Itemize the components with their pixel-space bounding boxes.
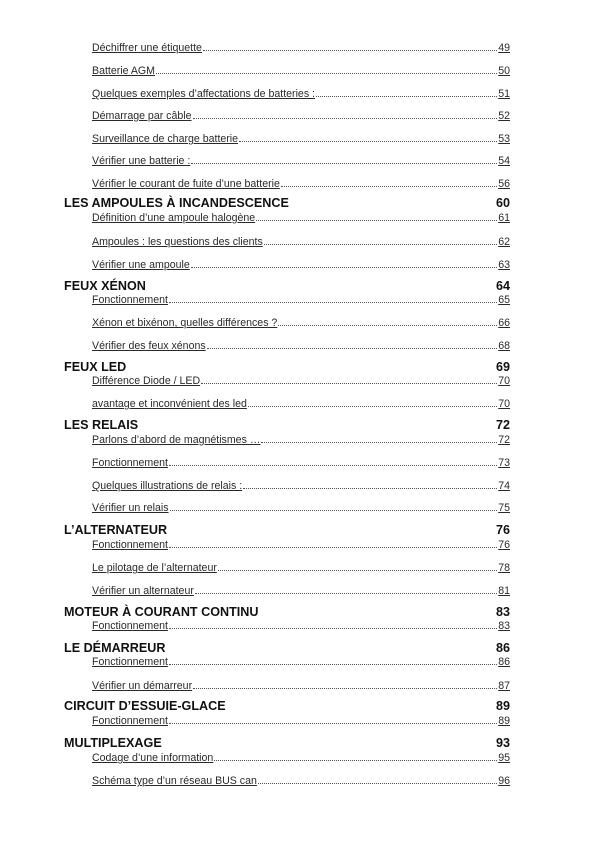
toc-leader	[239, 141, 497, 142]
toc-entry-page: 87	[498, 680, 510, 692]
toc-entry-title: Xénon et bixénon, quelles différences ?	[92, 317, 278, 329]
toc-section-page: 76	[495, 523, 510, 537]
toc-entry-page: 86	[498, 656, 510, 668]
toc-entry-title: Définition d’une ampoule halogène	[92, 212, 256, 224]
toc-section-page: 69	[495, 360, 510, 374]
toc-entry[interactable]	[92, 585, 510, 597]
toc-entry-title: Fonctionnement	[92, 620, 168, 632]
toc-entry-page: 63	[498, 259, 510, 271]
toc-leader	[243, 488, 497, 489]
toc-section[interactable]	[64, 736, 510, 750]
toc-entry-page: 53	[498, 133, 510, 145]
toc-section-page: 83	[495, 605, 510, 619]
toc-leader	[193, 118, 498, 119]
toc-entry-page: 74	[498, 480, 510, 492]
toc-entry-page: 75	[498, 502, 510, 514]
toc-entry[interactable]	[92, 42, 510, 54]
toc-section-title: FEUX XÉNON	[64, 279, 146, 293]
toc-entry[interactable]	[92, 88, 510, 100]
toc-leader	[258, 783, 497, 784]
toc-leader	[170, 510, 498, 511]
toc-entry-page: 65	[498, 294, 510, 306]
toc-section[interactable]	[64, 360, 510, 374]
toc-leader	[169, 664, 497, 665]
toc-entry-page: 51	[498, 88, 510, 100]
toc-entry[interactable]	[92, 340, 510, 352]
toc-entry-page: 62	[498, 236, 510, 248]
toc-entry-title: Vérifier une batterie :	[92, 155, 191, 167]
toc-leader	[195, 593, 497, 594]
toc-leader	[203, 50, 497, 51]
toc-leader	[201, 383, 497, 384]
toc-entry[interactable]	[92, 480, 510, 492]
toc-entry-page: 76	[498, 539, 510, 551]
toc-entry-page: 61	[498, 212, 510, 224]
toc-entry-title: Parlons d’abord de magnétismes …	[92, 434, 261, 446]
toc-section-page: 93	[495, 736, 510, 750]
toc-leader	[261, 442, 497, 443]
toc-entry[interactable]	[92, 375, 510, 387]
toc-entry-title: avantage et inconvénient des led	[92, 398, 247, 410]
toc-entry[interactable]	[92, 178, 510, 190]
toc-leader	[156, 73, 497, 74]
toc-entry-title: Vérifier une ampoule	[92, 259, 190, 271]
toc-section-title: MULTIPLEXAGE	[64, 736, 162, 750]
toc-entry-page: 83	[498, 620, 510, 632]
toc-leader	[193, 688, 497, 689]
toc-entry-title: Fonctionnement	[92, 715, 168, 727]
toc-entry-page: 68	[498, 340, 510, 352]
toc-entry[interactable]	[92, 562, 510, 574]
toc-section[interactable]	[64, 641, 510, 655]
toc-leader	[191, 163, 497, 164]
toc-entry-title: Quelques exemples d’affectations de batteries :	[92, 88, 315, 100]
toc-entry-page: 70	[498, 375, 510, 387]
toc-section-title: CIRCUIT D’ESSUIE-GLACE	[64, 699, 226, 713]
toc-entry[interactable]	[92, 539, 510, 551]
toc-section[interactable]	[64, 699, 510, 713]
toc-entry-title: Le pilotage de l’alternateur	[92, 562, 217, 574]
toc-leader	[207, 348, 498, 349]
toc-section-title: FEUX LED	[64, 360, 127, 374]
toc-section-page: 60	[495, 196, 510, 210]
toc-section[interactable]	[64, 279, 510, 293]
toc-section-page: 89	[495, 699, 510, 713]
toc-entry[interactable]	[92, 133, 510, 145]
toc-entry[interactable]	[92, 457, 510, 469]
toc-entry[interactable]	[92, 65, 510, 77]
toc-leader	[214, 760, 497, 761]
toc-leader	[169, 628, 497, 629]
toc-entry[interactable]	[92, 656, 510, 668]
toc-entry[interactable]	[92, 775, 510, 787]
toc-entry-title: Fonctionnement	[92, 539, 168, 551]
toc-entry-page: 96	[498, 775, 510, 787]
toc-section[interactable]	[64, 523, 510, 537]
toc-section-title: LES RELAIS	[64, 418, 139, 432]
toc-entry-page: 72	[498, 434, 510, 446]
toc-entry-title: Codage d’une information	[92, 752, 214, 764]
toc-section[interactable]	[64, 196, 510, 210]
toc-entry-page: 95	[498, 752, 510, 764]
toc-entry[interactable]	[92, 752, 510, 764]
toc-section-page: 86	[495, 641, 510, 655]
toc-entry-title: Différence Diode / LED	[92, 375, 201, 387]
toc-entry[interactable]	[92, 236, 510, 248]
toc-leader	[169, 302, 497, 303]
toc-entry-page: 70	[498, 398, 510, 410]
toc-entry-page: 50	[498, 65, 510, 77]
toc-leader	[169, 547, 497, 548]
toc-section-title: LES AMPOULES À INCANDESCENCE	[64, 196, 289, 210]
toc-entry-title: Batterie AGM	[92, 65, 155, 77]
toc-entry-page: 81	[498, 585, 510, 597]
toc-entry[interactable]	[92, 317, 510, 329]
toc-leader	[281, 186, 497, 187]
toc-entry-title: Ampoules : les questions des clients	[92, 236, 263, 248]
toc-leader	[169, 723, 497, 724]
toc-entry[interactable]	[92, 620, 510, 632]
toc-leader	[278, 325, 497, 326]
toc-section-title: LE DÉMARREUR	[64, 641, 166, 655]
toc-entry[interactable]	[92, 715, 510, 727]
toc-entry-page: 73	[498, 457, 510, 469]
toc-entry-title: Vérifier un relais	[92, 502, 169, 514]
toc-entry[interactable]	[92, 294, 510, 306]
toc-leader	[191, 267, 497, 268]
toc-entry-title: Fonctionnement	[92, 294, 168, 306]
toc-entry-page: 52	[498, 110, 510, 122]
toc-entry-title: Vérifier un alternateur	[92, 585, 194, 597]
toc-leader	[248, 406, 497, 407]
toc-entry-title: Fonctionnement	[92, 656, 168, 668]
toc-section-page: 72	[495, 418, 510, 432]
toc-entry[interactable]	[92, 212, 510, 224]
toc-leader	[256, 220, 497, 221]
toc-leader	[264, 244, 497, 245]
toc-section-title: MOTEUR À COURANT CONTINU	[64, 605, 259, 619]
toc-entry-page: 54	[498, 155, 510, 167]
toc-leader	[169, 465, 497, 466]
toc-entry[interactable]	[92, 434, 510, 446]
toc-entry[interactable]	[92, 155, 510, 167]
toc-section[interactable]	[64, 605, 510, 619]
toc-entry-title: Vérifier un démarreur	[92, 680, 193, 692]
toc-entry-title: Vérifier des feux xénons	[92, 340, 206, 352]
toc-entry[interactable]	[92, 502, 510, 514]
toc-entry-title: Démarrage par câble	[92, 110, 192, 122]
toc-entry-page: 56	[498, 178, 510, 190]
toc-entry-title: Déchiffrer une étiquette	[92, 42, 202, 54]
toc-entry-page: 49	[498, 42, 510, 54]
toc-entry-page: 78	[498, 562, 510, 574]
toc-entry-title: Schéma type d’un réseau BUS can	[92, 775, 257, 787]
toc-section-page: 64	[495, 279, 510, 293]
toc-entry-page: 66	[498, 317, 510, 329]
toc-entry[interactable]	[92, 680, 510, 692]
toc-entry-title: Vérifier le courant de fuite d’une batterie	[92, 178, 280, 190]
toc-section-title: L’ALTERNATEUR	[64, 523, 168, 537]
toc-leader	[316, 96, 497, 97]
toc-section[interactable]	[64, 418, 510, 432]
toc-entry[interactable]	[92, 259, 510, 271]
toc-entry-title: Quelques illustrations de relais :	[92, 480, 243, 492]
toc-entry-title: Fonctionnement	[92, 457, 168, 469]
toc-entry-title: Surveillance de charge batterie	[92, 133, 239, 145]
toc-leader	[218, 570, 497, 571]
toc-entry-page: 89	[498, 715, 510, 727]
toc-entry[interactable]	[92, 110, 510, 122]
toc-entry[interactable]	[92, 398, 510, 410]
